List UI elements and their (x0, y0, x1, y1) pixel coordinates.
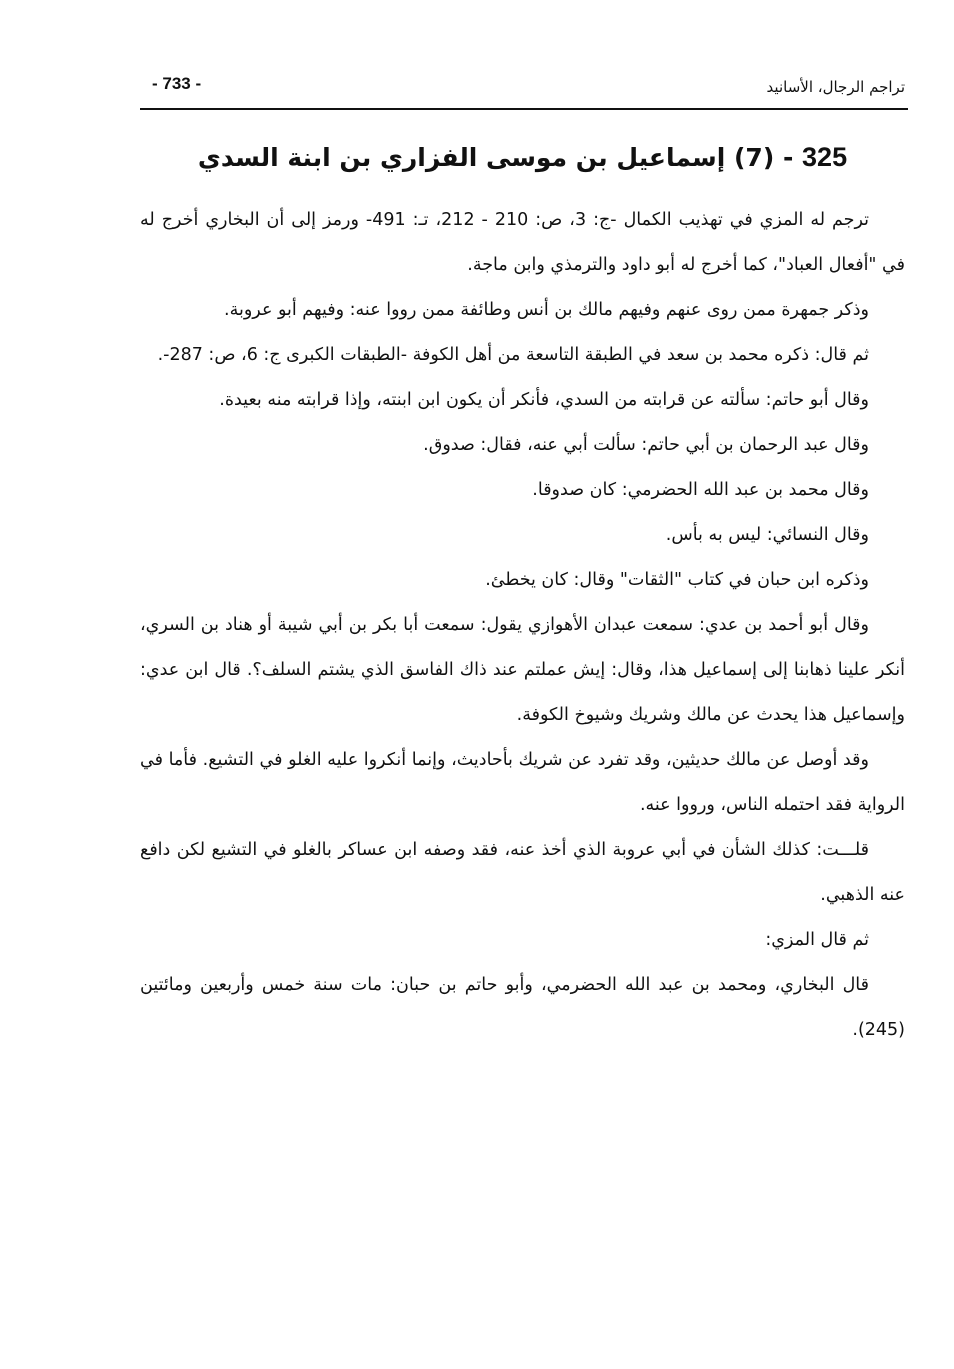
header-divider (140, 108, 908, 110)
entry-title (140, 142, 905, 173)
paragraph: ترجم له المزي في تهذيب الكمال -ج: 3، ص: 210 - 212، تـ: 491- ورمز إلى أن البخاري أخرج له في "أفعال العباد"، كما أخرج له أبو داود والترمذي وابن ماجة. (140, 210, 905, 275)
paragraph: وذكره ابن حبان في كتاب "الثقات" وقال: كان يخطئ. (485, 570, 869, 590)
paragraph: ثم قال: ذكره محمد بن سعد في الطبقة التاسعة من أهل الكوفة -الطبقات الكبرى ج: 6، ص: 287-. (157, 345, 869, 365)
entry-number: 325 (802, 142, 848, 172)
paragraph: ثم قال المزي: (765, 930, 869, 950)
paragraph: وقال أبو حاتم: سألته عن قرابته من السدي، فأنكر أن يكون ابن ابنته، وإذا قرابته منه بعيدة. (219, 390, 869, 410)
paragraph: وذكر جمهرة ممن روى عنهم وفيهم مالك بن أنس وطائفة ممن رووا عنه: وفيهم أبو عروبة. (224, 300, 869, 320)
paragraph: وقال النسائي: ليس به بأس. (665, 525, 869, 545)
page-number: - 733 - (152, 74, 202, 93)
paragraph: وقال عبد الرحمان بن أبي حاتم: سألت أبي عنه، فقال: صدوق. (423, 435, 869, 455)
entry-title-text: - (7) إسماعيل بن موسى الفزاري بن ابنة السدي (197, 143, 803, 172)
paragraph: قلـــت: كذلك الشأن في أبي عروبة الذي أخذ عنه، فقد وصفه ابن عساكر بالغلو في التشيع لكن دافع عنه الذهبي. (140, 840, 905, 905)
entry-body (140, 198, 905, 1053)
paragraph: وقال محمد بن عبد الله الحضرمي: كان صدوقا. (532, 480, 869, 500)
paragraph: قال البخاري، ومحمد بن عبد الله الحضرمي، وأبو حاتم بن حبان: مات سنة خمس وأربعين ومائتين (245). (140, 975, 905, 1040)
running-head-title: تراجم الرجال، الأسانيد (766, 78, 905, 96)
paragraph: وقد أوصل عن مالك حديثين، وقد تفرد عن شريك بأحاديث، وإنما أنكروا عليه الغلو في التشيع. فأما في الرواية فقد احتمله الناس، ورووا عنه. (140, 750, 905, 815)
paragraph: وقال أبو أحمد بن عدي: سمعت عبدان الأهوازي يقول: سمعت أبا بكر بن أبي شيبة أو هناد بن السري، أنكر علينا ذهابنا إلى إسماعيل هذا، وقال: إيش عملتم عند ذاك الفاسق الذي يشتم السلف؟. قال ابن عدي: وإسماعيل هذا يحدث عن مالك وشريك وشيوخ الكوفة. (140, 615, 905, 725)
running-head (140, 64, 905, 104)
